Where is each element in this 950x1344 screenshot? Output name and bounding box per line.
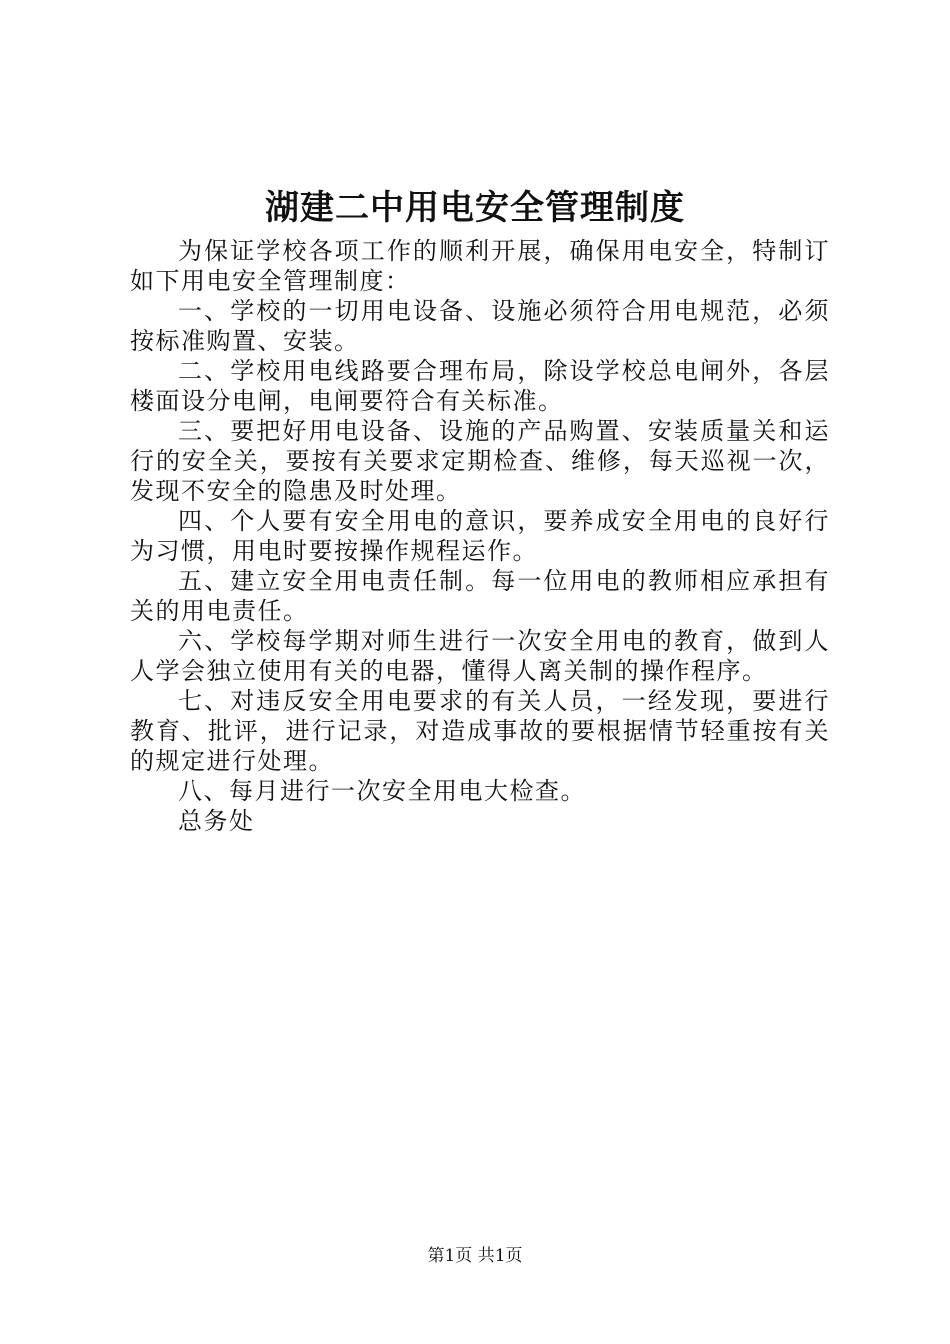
document-title: 湖建二中用电安全管理制度	[265, 188, 685, 228]
paragraph-rule-6: 六、学校每学期对师生进行一次安全用电的教育，做到人人学会独立使用有关的电器，懂得人离关制的操作程序。	[130, 627, 830, 685]
paragraph-rule-7: 七、对违反安全用电要求的有关人员，一经发现，要进行教育、批评，进行记录，对造成事故的要根据情节轻重按有关的规定进行处理。	[130, 687, 830, 775]
paragraph-rule-1: 一、学校的一切用电设备、设施必须符合用电规范，必须按标准购置、安装。	[130, 297, 830, 355]
paragraph-rule-3: 三、要把好用电设备、设施的产品购置、安装质量关和运行的安全关，要按有关要求定期检查、维修，每天巡视一次，发现不安全的隐患及时处理。	[130, 417, 830, 505]
paragraph-rule-4: 四、个人要有安全用电的意识，要养成安全用电的良好行为习惯，用电时要按操作规程运作。	[130, 507, 830, 565]
document-body	[130, 236, 830, 836]
page-number-footer: 第1页 共1页	[427, 1246, 523, 1266]
paragraph-rule-5: 五、建立安全用电责任制。每一位用电的教师相应承担有关的用电责任。	[130, 567, 830, 625]
signature-department: 总务处	[178, 807, 255, 835]
paragraph-rule-8: 八、每月进行一次安全用电大检查。	[178, 777, 586, 805]
paragraph-intro: 为保证学校各项工作的顺利开展，确保用电安全，特制订如下用电安全管理制度：	[130, 237, 830, 295]
paragraph-rule-2: 二、学校用电线路要合理布局，除设学校总电闸外，各层楼面设分电闸，电闸要符合有关标准。	[130, 357, 830, 415]
